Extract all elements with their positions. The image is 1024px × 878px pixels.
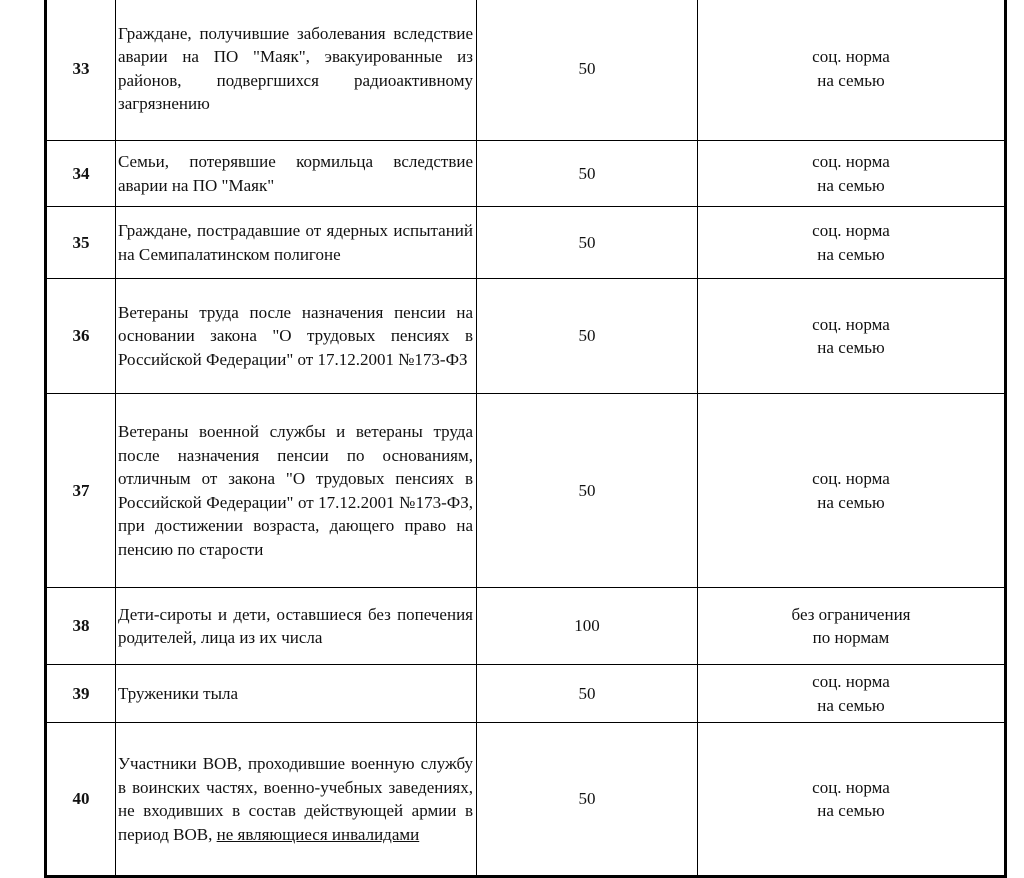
row-number: 35 [46, 207, 116, 279]
table-row [46, 207, 1006, 279]
norm-line: соц. норма [812, 152, 890, 171]
category-cell: Ветераны труда после назначения пенсии на основании закона "О трудовых пенсиях в Российской Федерации" от 17.12.2001 №173-ФЗ [116, 279, 477, 394]
table-row [46, 394, 1006, 588]
category-cell [116, 723, 477, 877]
discount-percent-cell: 50 [477, 207, 698, 279]
category-cell: Граждане, получившие заболевания вследствие аварии на ПО "Маяк", эвакуированные из районов, подвергшихся радиоактивному загрязнению [116, 0, 477, 141]
row-number: 34 [46, 141, 116, 207]
norm-line: соц. норма [812, 672, 890, 691]
discount-percent-cell: 50 [477, 394, 698, 588]
discount-percent-cell: 50 [477, 279, 698, 394]
benefits-table-container [44, 0, 1004, 878]
table-row [46, 723, 1006, 877]
norm-line: на семью [817, 70, 885, 90]
category-text: Участники ВОВ, проходившие военную службу в воинских частях, военно-учебных заведениях, не входивших в состав действующей армии в период ВОВ, [118, 754, 473, 844]
norm-line: на семью [817, 801, 885, 820]
norm-line: соц. норма [812, 47, 890, 66]
discount-percent-cell: 50 [477, 0, 698, 141]
norm-line: соц. норма [812, 314, 890, 334]
norm-cell [698, 0, 1006, 141]
norm-line: по нормам [812, 628, 890, 647]
row-number: 36 [46, 279, 116, 394]
norm-line: на семью [817, 695, 885, 715]
table-row [46, 0, 1006, 141]
row-number: 33 [46, 0, 116, 141]
row-number: 37 [46, 394, 116, 588]
norm-line: на семью [817, 492, 885, 512]
norm-cell [698, 588, 1006, 665]
norm-cell [698, 279, 1006, 394]
benefits-table [44, 0, 1007, 878]
table-row [46, 588, 1006, 665]
row-number: 39 [46, 665, 116, 723]
category-cell: Дети-сироты и дети, оставшиеся без попечения родителей, лица из их числа [116, 588, 477, 665]
category-cell: Труженики тыла [116, 665, 477, 723]
norm-line: соц. норма [812, 221, 890, 240]
norm-cell [698, 394, 1006, 588]
table-row [46, 141, 1006, 207]
category-cell: Ветераны военной службы и ветераны труда после назначения пенсии по основаниям, отличным от закона "О трудовых пенсиях в Российской Федерации" от 17.12.2001 №173-ФЗ, при достижении возраста, дающего право на пенсию по старости [116, 394, 477, 588]
discount-percent-cell: 50 [477, 665, 698, 723]
table-row [46, 279, 1006, 394]
norm-cell [698, 723, 1006, 877]
norm-line: соц. норма [812, 469, 890, 488]
table-row [46, 665, 1006, 723]
norm-cell [698, 141, 1006, 207]
discount-percent-cell: 100 [477, 588, 698, 665]
norm-cell [698, 665, 1006, 723]
category-cell: Граждане, пострадавшие от ядерных испытаний на Семипалатинском полигоне [116, 207, 477, 279]
discount-percent-cell: 50 [477, 723, 698, 877]
norm-cell [698, 207, 1006, 279]
row-number: 40 [46, 723, 116, 877]
discount-percent-cell: 50 [477, 141, 698, 207]
category-underlined-text: не являющиеся инвалидами [216, 824, 420, 844]
norm-line: на семью [817, 244, 885, 264]
norm-line: без ограничения [791, 604, 911, 624]
category-cell: Семьи, потерявшие кормильца вследствие аварии на ПО "Маяк" [116, 141, 477, 207]
norm-line: на семью [817, 175, 885, 195]
norm-line: на семью [817, 338, 885, 357]
norm-line: соц. норма [812, 777, 890, 797]
row-number: 38 [46, 588, 116, 665]
